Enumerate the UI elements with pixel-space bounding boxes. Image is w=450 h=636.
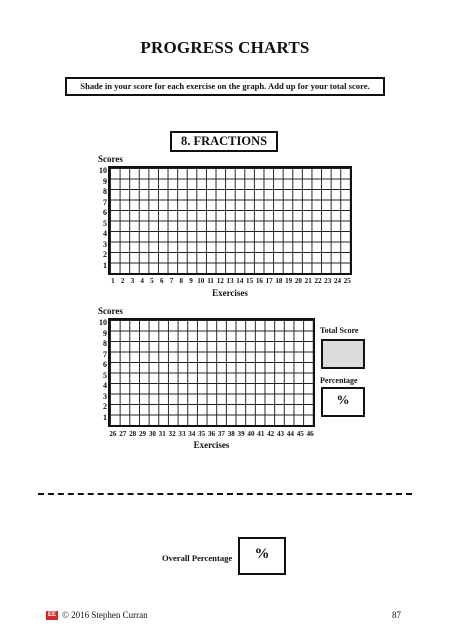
y-tick-label: 10: [99, 166, 107, 175]
y-tick-label: 6: [103, 360, 107, 369]
x-tick-label: 21: [304, 277, 312, 285]
x-tick-label: 40: [247, 430, 255, 438]
y-tick-label: 1: [103, 260, 107, 270]
x-tick-label: 5: [150, 277, 154, 285]
y-tick-label: 2: [103, 250, 107, 259]
x-tick-label: 24: [333, 277, 342, 285]
x-tick-label: 4: [140, 277, 144, 285]
x-tick-label: 32: [168, 430, 176, 438]
y-tick-label: 1: [103, 412, 107, 422]
x-tick-label: 10: [197, 277, 205, 285]
x-tick-label: 23: [324, 277, 332, 285]
x-tick-label: 37: [217, 430, 225, 438]
x-tick-label: 12: [216, 277, 224, 285]
y-tick-label: 8: [103, 187, 107, 196]
x-tick-label: 14: [236, 277, 244, 285]
x-tick-label: 34: [188, 430, 196, 438]
chart2-y-axis-ticks: [90, 318, 107, 423]
x-tick-label: 13: [226, 277, 234, 285]
x-tick-label: 43: [276, 430, 285, 438]
x-tick-label: 1: [111, 277, 115, 285]
x-tick-label: 30: [148, 430, 156, 438]
x-tick-label: 11: [207, 277, 214, 285]
y-tick-label: 2: [103, 402, 107, 411]
y-tick-label: 8: [103, 339, 107, 348]
x-tick-label: 17: [265, 277, 273, 285]
page-number: 87: [392, 610, 401, 620]
y-tick-label: 5: [103, 218, 107, 228]
page-title: PROGRESS CHARTS: [140, 38, 310, 57]
x-tick-label: 22: [314, 277, 322, 285]
chart1-y-axis-ticks: [90, 166, 107, 271]
x-tick-label: 6: [159, 277, 164, 285]
chart2-scores-label: Scores: [98, 306, 123, 316]
x-tick-label: 45: [296, 430, 304, 438]
overall-percentage-label: Overall Percentage: [162, 553, 233, 563]
x-tick-label: 29: [138, 430, 147, 438]
x-tick-label: 42: [267, 430, 275, 438]
x-tick-label: 26: [109, 430, 117, 438]
x-tick-label: 25: [343, 277, 351, 285]
overall-percentage-box[interactable]: %: [238, 537, 286, 575]
y-tick-label: 5: [103, 370, 107, 380]
percentage-label: Percentage: [320, 376, 358, 385]
copyright-text: © 2016 Stephen Curran: [62, 610, 148, 620]
chart2-exercises-label: Exercises: [193, 440, 230, 450]
x-tick-label: 41: [257, 430, 265, 438]
x-tick-label: 19: [285, 277, 293, 285]
x-tick-label: 35: [198, 430, 206, 438]
x-tick-label: 18: [275, 277, 283, 285]
section-title: 8. FRACTIONS: [170, 131, 278, 152]
x-tick-label: 20: [294, 277, 302, 285]
y-tick-label: 10: [99, 318, 107, 327]
chart1-x-axis-ticks: [108, 277, 352, 285]
x-tick-label: 16: [255, 277, 263, 285]
y-tick-label: 7: [103, 197, 107, 207]
x-tick-label: 33: [178, 430, 186, 438]
total-score-label: Total Score: [320, 326, 359, 335]
x-tick-label: 31: [158, 430, 166, 438]
x-tick-label: 2: [120, 277, 125, 285]
chart1-scores-label: Scores: [98, 154, 123, 164]
x-tick-label: 3: [130, 277, 135, 285]
x-tick-label: 38: [227, 430, 235, 438]
chart1-grid[interactable]: [108, 166, 352, 275]
x-tick-label: 46: [306, 430, 314, 438]
percentage-box[interactable]: %: [321, 387, 365, 417]
y-tick-label: 3: [103, 391, 107, 401]
x-tick-label: 27: [119, 430, 127, 438]
instructions-box: Shade in your score for each exercise on the graph. Add up for your total score.: [65, 77, 385, 96]
x-tick-label: 7: [169, 277, 174, 285]
x-tick-label: 8: [179, 277, 184, 285]
y-tick-label: 9: [103, 328, 107, 338]
y-tick-label: 7: [103, 349, 107, 359]
y-tick-label: 9: [103, 176, 107, 186]
chart2-x-axis-ticks: [108, 430, 315, 438]
y-tick-label: 6: [103, 208, 107, 217]
x-tick-label: 28: [129, 430, 137, 438]
y-tick-label: 4: [103, 381, 107, 390]
chart2-grid[interactable]: [108, 318, 315, 427]
x-tick-label: 44: [286, 430, 294, 438]
x-tick-label: 36: [207, 430, 216, 438]
x-tick-label: 15: [246, 277, 254, 285]
chart1-exercises-label: Exercises: [212, 288, 248, 298]
y-tick-label: 3: [103, 239, 107, 249]
y-tick-label: 4: [103, 229, 107, 238]
publisher-logo: EE: [47, 612, 56, 618]
cut-line: [38, 493, 412, 495]
x-tick-label: 39: [237, 430, 245, 438]
total-score-box[interactable]: [321, 339, 365, 369]
x-tick-label: 9: [189, 277, 193, 285]
